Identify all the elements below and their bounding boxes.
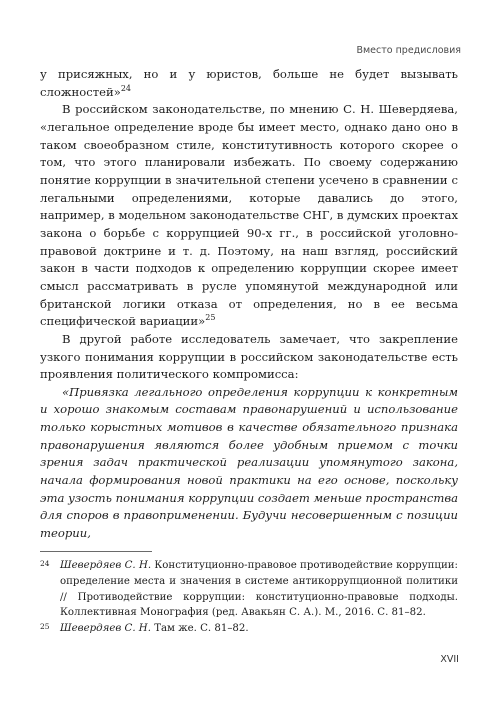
paragraph-text: В российском законодательстве, по мнению С. Н. Шевердяева, «легальное определение вроде бы имеет место, однако дано оно в таком своеобразном стиле, конститутивность которого скорее о том, что этого планировали избежать. По своему содержанию понятие коррупции в значительной степени усечено в сравнении с легальными определениями, которые давались до этого, например, в модельном законодательстве СНГ, в думских проектах закона о борьбе с коррупцией 90-х гг., в российской уголовно-правовой доктрине и т. д. Поэтому, на наш взгляд, российский закон в части подходов к определению коррупции скорее имеет смысл рассматривать в русле упомянутой международной или британской логики отказа от определения, но в ее весьма специфической вариации» bbox=[40, 102, 458, 329]
running-header: Вместо предисловия bbox=[356, 45, 461, 56]
footnote-number: 24 bbox=[40, 559, 50, 568]
footnote-text: Конституционно-правовое противодействие коррупции: определение места и значения в системе антикоррупционной политики // Противодействие коррупции: конституционно-правовые подходы. Коллективная Монография (ред. Авакьян С. А.). М., 2016. С. 81–82. bbox=[60, 560, 458, 619]
footnotes bbox=[40, 558, 458, 637]
footnote-number: 25 bbox=[40, 622, 50, 632]
footnote-author: Шевердяев С. Н. bbox=[60, 560, 152, 571]
paragraph-another-work: В другой работе исследователь замечает, что закрепление узкого понимания коррупции в российском законодательстве есть проявления политического компромисса: bbox=[40, 331, 458, 382]
footnote-author: Шевердяев С. Н. bbox=[60, 623, 151, 635]
paragraph-continued bbox=[40, 66, 458, 101]
footnote-ref[interactable]: 24 bbox=[120, 83, 131, 93]
footnote-text: Там же. С. 81–82. bbox=[154, 623, 249, 635]
footnote-25 bbox=[40, 621, 458, 637]
footnote-24 bbox=[40, 558, 458, 621]
paragraph-text: у присяжных, но и у юристов, больше не будет вызывать сложностей» bbox=[40, 67, 458, 99]
paragraph-sheverdyaev-quote bbox=[40, 101, 458, 331]
main-text bbox=[40, 66, 458, 543]
page-number: XVII bbox=[440, 654, 459, 665]
footnote-ref[interactable]: 25 bbox=[205, 313, 216, 323]
footnote-divider bbox=[40, 551, 152, 552]
block-quote: «Привязка легального определения коррупции к конкретным и хорошо знакомым составам правонарушений и использование только корыстных мотивов в качестве обязательного признака правонарушения являются более удобным приемом с точки зрения задач практической реализации упомянутого закона, начала формирования новой практики на его основе, поскольку эта узость понимания коррупции создает меньше пространства для споров в правоприменении. Будучи несовершенным с позиции теории, bbox=[40, 384, 458, 541]
